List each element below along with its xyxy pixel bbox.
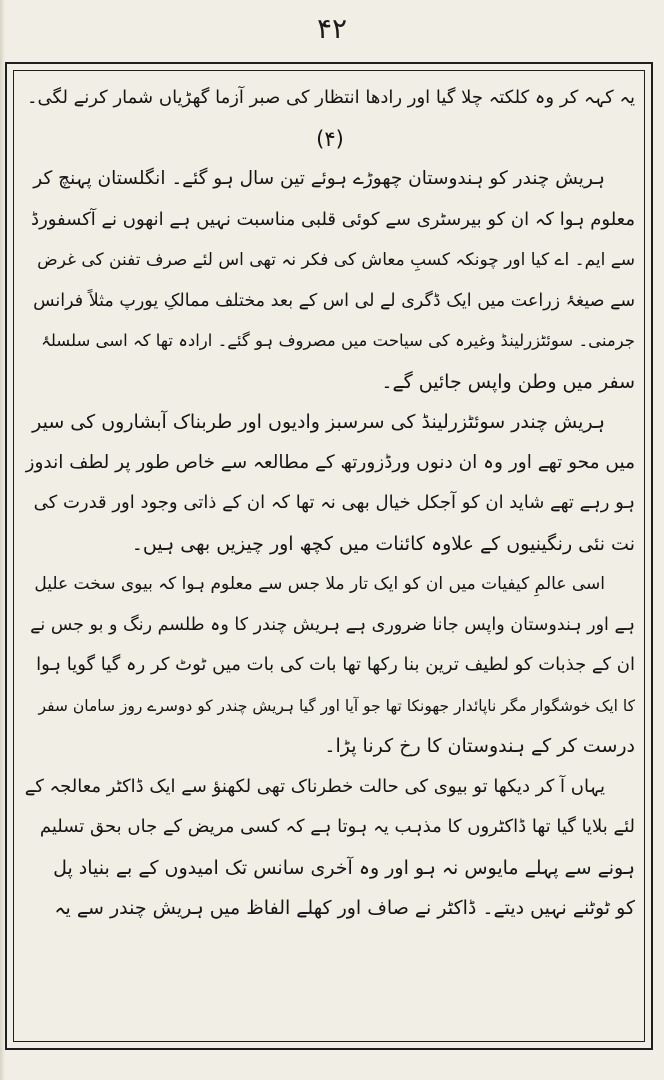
text-line: ہریش چندر سوئٹزرلینڈ کی سرسبز وادیوں اور طربناک آبشاروں کی سیر xyxy=(32,411,605,433)
text-line: درست کر کے ہندوستان کا رخ کرنا پڑا۔ xyxy=(324,735,635,757)
page-number: ۴۲ xyxy=(316,12,348,45)
chapter-heading: (۴) xyxy=(316,126,344,151)
page-text-block xyxy=(25,78,635,1033)
text-line: ہریش چندر کو ہندوستان چھوڑے ہوئے تین سال ہو گئے۔ انگلستان پہنچ کر xyxy=(33,168,605,189)
text-line: یہ کہہ کر وہ کلکتہ چلا گیا اور رادھا انتظار کی صبر آزما گھڑیاں شمار کرنے لگی۔ xyxy=(26,87,635,108)
text-line: اسی عالمِ کیفیات میں ان کو ایک تار ملا جس سے معلوم ہوا کہ بیوی سخت علیل xyxy=(34,574,605,594)
text-line: ان کے جذبات کو لطیف ترین بنا رکھا تھا بات کی بات میں ٹوٹ کر رہ گیا گویا ہوا xyxy=(36,654,635,675)
text-line: سفر میں وطن واپس جائیں گے۔ xyxy=(381,370,635,393)
text-line: ہو رہے تھے شاید ان کو آجکل خیال بھی نہ تھا کہ ان کے ذاتی وجود اور قدرت کی xyxy=(33,492,635,513)
text-line: کو ٹوٹنے نہیں دیتے۔ ڈاکٹر نے صاف اور کھلے الفاظ میں ہریش چندر سے یہ xyxy=(54,897,635,919)
text-line: میں محو تھے اور وہ ان دنوں ورڈزورتھ کے مطالعہ سے خاص طور پر لطف اندوز xyxy=(25,451,635,473)
text-line: ہونے سے پہلے مایوس نہ ہو اور وہ آخری سانس تک امیدوں کے بے بنیاد پل xyxy=(53,856,635,879)
text-line: سے ایم۔ اے کیا اور چونکہ کسبِ معاش کی فکر نہ تھی اس لئے صرف تفنن کی غرض xyxy=(37,250,635,270)
text-line: کا ایک خوشگوار مگر ناپائدار جھونکا تھا جو آیا اور گیا ہریش چندر کو دوسرے روز سامان سفر xyxy=(38,696,635,715)
text-line: معلوم ہوا کہ ان کو بیرسٹری سے کوئی قلبی مناسبت نہیں ہے انھوں نے آکسفورڈ xyxy=(31,208,635,230)
text-line: سے صیغۂ زراعت میں ایک ڈگری لے لی اس کے بعد مختلف ممالکِ یورپ مثلاً فرانس xyxy=(33,290,635,311)
text-line: لئے بلایا گیا تھا ڈاکٹروں کا مذہب یہ ہوتا ہے کہ کسی مریض کے جاں بحق تسلیم xyxy=(39,816,635,837)
text-line: نت نئی رنگینیوں کے علاوہ کائنات میں کچھ اور چیزیں بھی ہیں۔ xyxy=(131,532,635,555)
text-line: ہے اور ہندوستان واپس جانا ضروری ہے ہریش چندر کا وہ طلسم رنگ و بو جس نے xyxy=(30,614,635,635)
text-line: یہاں آ کر دیکھا تو بیوی کی حالت خطرناک تھی لکھنؤ سے ایک ڈاکٹر معالجہ کے xyxy=(25,775,605,797)
text-line: جرمنی۔ سوئٹزرلینڈ وغیرہ کی سیاحت میں مصروف ہو گئے۔ ارادہ تھا کہ اسی سلسلۂ xyxy=(41,331,635,350)
